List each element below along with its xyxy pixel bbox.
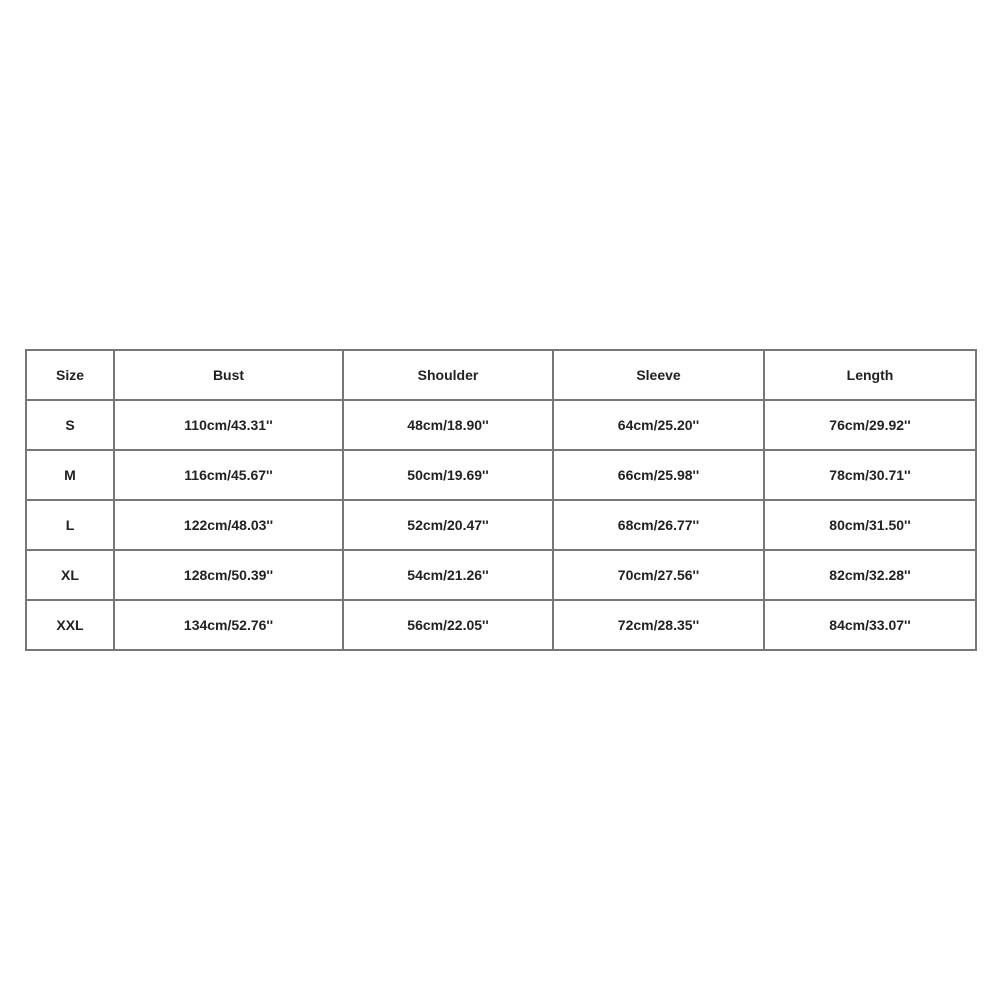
bust-cell: 110cm/43.31'': [114, 400, 343, 450]
sleeve-cell: 68cm/26.77'': [553, 500, 764, 550]
sleeve-cell: 72cm/28.35'': [553, 600, 764, 650]
table-row: [26, 400, 976, 450]
shoulder-cell: 48cm/18.90'': [343, 400, 553, 450]
table-row: [26, 600, 976, 650]
table-row: [26, 450, 976, 500]
size-cell: XL: [26, 550, 114, 600]
size-chart-table: [25, 349, 977, 651]
table-row: [26, 500, 976, 550]
sleeve-cell: 70cm/27.56'': [553, 550, 764, 600]
header-length: Length: [764, 350, 976, 400]
header-sleeve: Sleeve: [553, 350, 764, 400]
size-cell: L: [26, 500, 114, 550]
table-row: [26, 550, 976, 600]
size-cell: XXL: [26, 600, 114, 650]
length-cell: 76cm/29.92'': [764, 400, 976, 450]
bust-cell: 134cm/52.76'': [114, 600, 343, 650]
header-row: [26, 350, 976, 400]
sleeve-cell: 66cm/25.98'': [553, 450, 764, 500]
shoulder-cell: 54cm/21.26'': [343, 550, 553, 600]
bust-cell: 116cm/45.67'': [114, 450, 343, 500]
length-cell: 80cm/31.50'': [764, 500, 976, 550]
bust-cell: 128cm/50.39'': [114, 550, 343, 600]
header-bust: Bust: [114, 350, 343, 400]
length-cell: 84cm/33.07'': [764, 600, 976, 650]
length-cell: 78cm/30.71'': [764, 450, 976, 500]
sleeve-cell: 64cm/25.20'': [553, 400, 764, 450]
shoulder-cell: 50cm/19.69'': [343, 450, 553, 500]
size-cell: M: [26, 450, 114, 500]
length-cell: 82cm/32.28'': [764, 550, 976, 600]
header-size: Size: [26, 350, 114, 400]
shoulder-cell: 56cm/22.05'': [343, 600, 553, 650]
header-shoulder: Shoulder: [343, 350, 553, 400]
bust-cell: 122cm/48.03'': [114, 500, 343, 550]
shoulder-cell: 52cm/20.47'': [343, 500, 553, 550]
size-cell: S: [26, 400, 114, 450]
